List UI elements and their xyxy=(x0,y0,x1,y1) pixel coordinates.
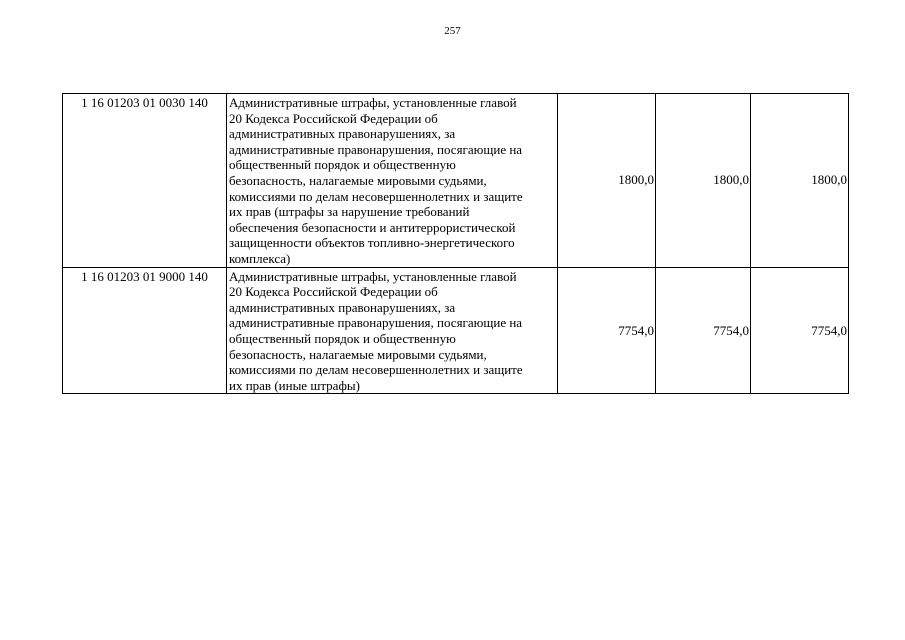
description-line: комиссиями по делам несовершеннолетних и защите xyxy=(229,188,523,204)
revenue-table xyxy=(62,93,849,394)
amount-year-2: 1800,0 xyxy=(656,94,751,268)
description-line: их прав (иные штрафы) xyxy=(229,377,360,393)
description-line: административные правонарушения, посягающие на xyxy=(229,315,523,331)
classification-code: 1 16 01203 01 9000 140 xyxy=(63,267,227,394)
description-line: обеспечения безопасности и антитеррористической xyxy=(229,219,516,235)
amount-year-3: 1800,0 xyxy=(751,94,849,268)
table-row xyxy=(63,94,849,268)
description-line: комплекса) xyxy=(229,250,291,266)
description-line: 20 Кодекса Российской Федерации об xyxy=(229,284,438,300)
page-number: 257 xyxy=(444,25,461,37)
description-line: безопасность, налагаемые мировыми судьями, xyxy=(229,346,487,362)
amount-year-2: 7754,0 xyxy=(656,267,751,394)
description xyxy=(227,267,558,394)
description-line: Административные штрафы, установленные главой xyxy=(229,95,517,110)
amount-year-3: 7754,0 xyxy=(751,267,849,394)
description-line: комиссиями по делам несовершеннолетних и защите xyxy=(229,362,523,378)
description-line: административных правонарушениях, за xyxy=(229,126,456,142)
description-line: административных правонарушениях, за xyxy=(229,299,456,315)
amount-year-1: 7754,0 xyxy=(558,267,656,394)
description-line: Административные штрафы, установленные главой xyxy=(229,268,517,284)
description-line: административные правонарушения, посягающие на xyxy=(229,141,523,157)
description-line: общественный порядок и общественную xyxy=(229,330,456,346)
table-row xyxy=(63,267,849,394)
description-line: их прав (штрафы за нарушение требований xyxy=(229,204,470,220)
description-line: общественный порядок и общественную xyxy=(229,157,456,173)
description xyxy=(227,94,558,268)
description-line: безопасность, налагаемые мировыми судьями, xyxy=(229,172,487,188)
description-line: защищенности объектов топливно-энергетического xyxy=(229,235,515,251)
description-line: 20 Кодекса Российской Федерации об xyxy=(229,110,438,126)
classification-code: 1 16 01203 01 0030 140 xyxy=(63,94,227,268)
amount-year-1: 1800,0 xyxy=(558,94,656,268)
